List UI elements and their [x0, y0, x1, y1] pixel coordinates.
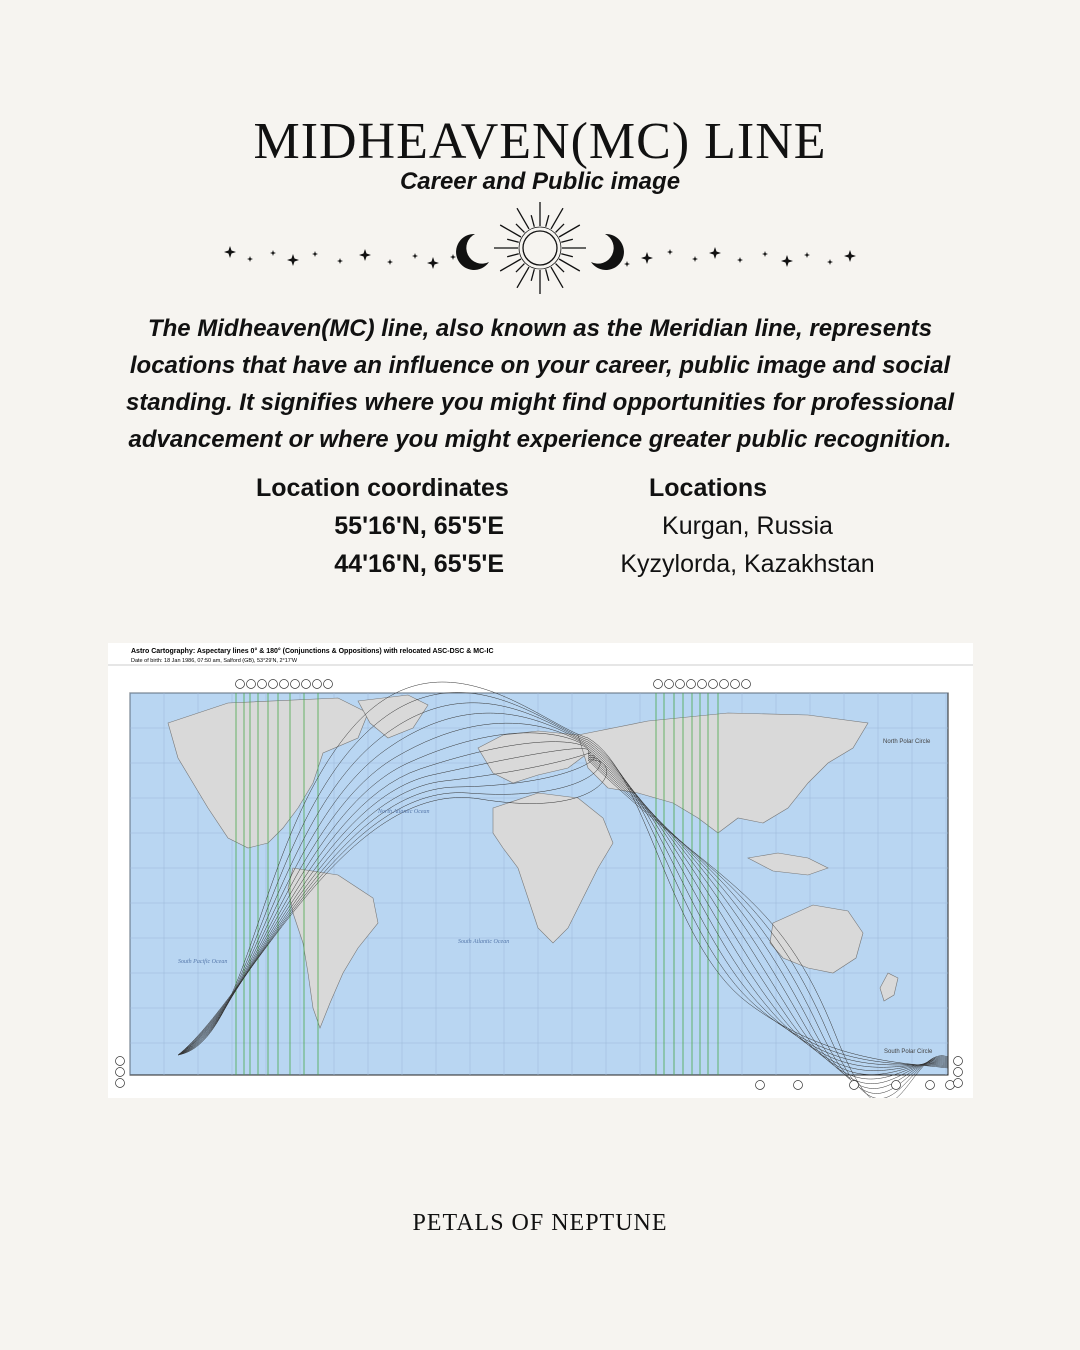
coordinates-header: Location coordinates — [256, 474, 509, 502]
astro-cartography-map — [108, 643, 973, 1098]
south-atlantic-label: South Atlantic Ocean — [458, 939, 510, 945]
south-pacific-label: South Pacific Ocean — [178, 959, 228, 965]
locations-header: Locations — [649, 474, 768, 502]
coordinate-cell: 55'16'N, 65'5'E — [334, 512, 504, 540]
brand-footer: PETALS OF NEPTUNE — [412, 1210, 668, 1236]
sun-moon-stars-divider-icon — [215, 198, 865, 298]
location-cell: Kyzylorda, Kazakhstan — [620, 550, 875, 578]
map-svg — [108, 643, 973, 1098]
page-title: MIDHEAVEN(MC) LINE — [253, 113, 827, 170]
location-cell: Kurgan, Russia — [662, 512, 833, 540]
planet-symbols-right — [654, 680, 751, 689]
north-atlantic-label: North Atlantic Ocean — [378, 809, 430, 815]
north-polar-label: North Polar Circle — [883, 739, 931, 745]
planet-symbols-left — [236, 680, 333, 689]
page-subtitle: Career and Public image — [399, 168, 681, 195]
coordinate-cell: 44'16'N, 65'5'E — [334, 550, 504, 578]
map-birth-info: Date of birth: 18 Jan 1986, 07:50 am, Salford (GB), 53°29'N, 2°17'W — [131, 658, 298, 664]
map-title: Astro Cartography: Aspectary lines 0° & 180° (Conjunctions & Oppositions) with relocated ASC-DSC & MC-IC — [131, 648, 494, 655]
description-text: The Midheaven(MC) line, also known as the Meridian line, represents locations that have an influence on your career, public image and social standing. It signifies where you might find opportunities for professional advancement or where you might experience greater public recognition. — [125, 315, 955, 453]
south-polar-label: South Polar Circle — [884, 1049, 933, 1055]
